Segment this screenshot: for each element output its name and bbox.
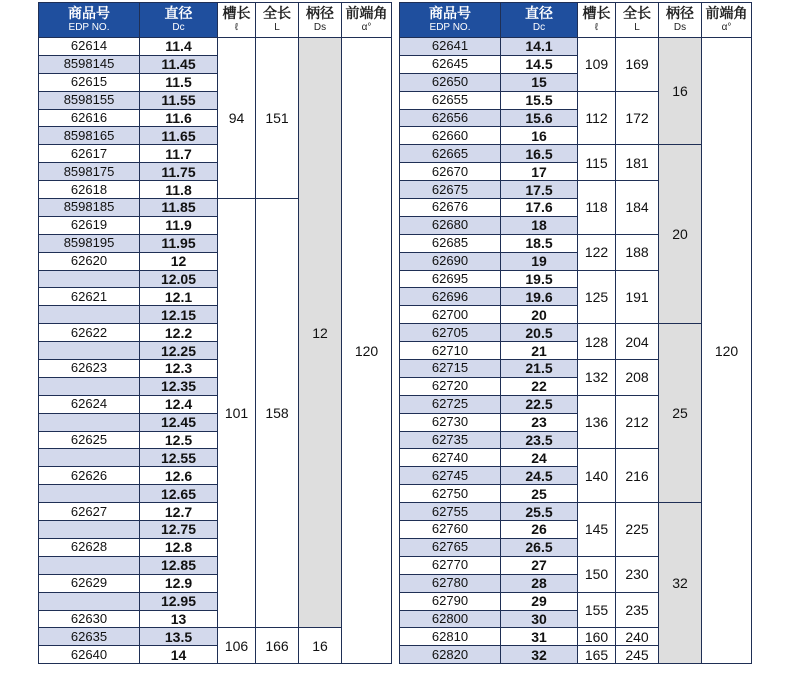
diameter-cell: 19.5 [501, 270, 578, 288]
flute-length-cell: 118 [578, 181, 616, 235]
diameter-cell: 12.05 [140, 270, 218, 288]
diameter-cell: 26.5 [501, 538, 578, 556]
table-row [39, 38, 392, 56]
edp-cell: 62810 [400, 628, 501, 646]
edp-cell: 62790 [400, 592, 501, 610]
edp-cell: 62623 [39, 360, 140, 378]
edp-cell: 62680 [400, 216, 501, 234]
diameter-cell: 12.6 [140, 467, 218, 485]
edp-cell: 62740 [400, 449, 501, 467]
overall-length-cell: 204 [616, 324, 659, 360]
point-angle-cell: 120 [342, 38, 392, 664]
edp-cell [39, 521, 140, 539]
edp-cell: 8598195 [39, 234, 140, 252]
diameter-cell: 11.9 [140, 216, 218, 234]
point-angle-header: 前端角 α° [342, 3, 392, 38]
diameter-cell: 18 [501, 216, 578, 234]
flute-length-cell: 145 [578, 503, 616, 557]
diameter-cell: 12.3 [140, 360, 218, 378]
shank-diameter-cell: 16 [659, 38, 702, 145]
diameter-cell: 12 [140, 252, 218, 270]
edp-cell: 62628 [39, 538, 140, 556]
edp-cell: 62622 [39, 324, 140, 342]
flute-length-cell: 140 [578, 449, 616, 503]
edp-cell: 62665 [400, 145, 501, 163]
edp-cell: 62800 [400, 610, 501, 628]
diameter-cell: 30 [501, 610, 578, 628]
edp-cell: 62685 [400, 234, 501, 252]
point-angle-cell: 120 [702, 38, 752, 664]
overall-length-cell: 225 [616, 503, 659, 557]
edp-cell: 62696 [400, 288, 501, 306]
flute-length-cell: 109 [578, 38, 616, 92]
diameter-header: 直径 Dc [140, 3, 218, 38]
diameter-cell: 32 [501, 646, 578, 664]
diameter-cell: 12.15 [140, 306, 218, 324]
diameter-cell: 17.5 [501, 181, 578, 199]
diameter-cell: 25.5 [501, 503, 578, 521]
shank-diameter-cell: 25 [659, 324, 702, 503]
edp-cell: 62735 [400, 431, 501, 449]
edp-cell: 62705 [400, 324, 501, 342]
edp-cell [39, 413, 140, 431]
edp-cell: 62640 [39, 646, 140, 664]
diameter-header: 直径 Dc [501, 3, 578, 38]
header-row [39, 3, 392, 38]
table-row [39, 628, 392, 646]
edp-cell: 62695 [400, 270, 501, 288]
edp-cell: 62660 [400, 127, 501, 145]
flute-length-cell: 150 [578, 556, 616, 592]
diameter-cell: 11.6 [140, 109, 218, 127]
overall-length-cell: 212 [616, 395, 659, 449]
diameter-cell: 13 [140, 610, 218, 628]
overall-length-cell: 151 [256, 38, 299, 199]
table-row [400, 145, 752, 163]
diameter-cell: 11.65 [140, 127, 218, 145]
diameter-cell: 12.75 [140, 521, 218, 539]
edp-cell: 62730 [400, 413, 501, 431]
overall-length-cell: 181 [616, 145, 659, 181]
flute-length-cell: 155 [578, 592, 616, 628]
diameter-cell: 23 [501, 413, 578, 431]
diameter-cell: 12.5 [140, 431, 218, 449]
edp-cell: 8598185 [39, 199, 140, 217]
overall-length-cell: 245 [616, 646, 659, 664]
edp-cell: 62620 [39, 252, 140, 270]
edp-cell: 62745 [400, 467, 501, 485]
edp-cell: 62630 [39, 610, 140, 628]
edp-cell: 62700 [400, 306, 501, 324]
edp-cell: 62635 [39, 628, 140, 646]
diameter-cell: 12.1 [140, 288, 218, 306]
shank-diameter-cell: 20 [659, 145, 702, 324]
edp-cell [39, 485, 140, 503]
flute-length-cell: 125 [578, 270, 616, 324]
diameter-cell: 11.45 [140, 55, 218, 73]
edp-cell: 62624 [39, 395, 140, 413]
edp-cell: 62720 [400, 377, 501, 395]
diameter-cell: 11.85 [140, 199, 218, 217]
flute-length-cell: 106 [218, 628, 256, 664]
flute-length-cell: 165 [578, 646, 616, 664]
edp-cell: 62725 [400, 395, 501, 413]
edp-cell: 62616 [39, 109, 140, 127]
diameter-cell: 23.5 [501, 431, 578, 449]
diameter-cell: 14 [140, 646, 218, 664]
diameter-cell: 12.25 [140, 342, 218, 360]
edp-cell: 62656 [400, 109, 501, 127]
edp-cell: 62650 [400, 73, 501, 91]
edp-cell: 62619 [39, 216, 140, 234]
diameter-cell: 14.1 [501, 38, 578, 56]
diameter-cell: 17 [501, 163, 578, 181]
edp-cell: 62645 [400, 55, 501, 73]
diameter-cell: 12.2 [140, 324, 218, 342]
flute-length-cell: 115 [578, 145, 616, 181]
overall-length-cell: 191 [616, 270, 659, 324]
overall-length-cell: 172 [616, 91, 659, 145]
edp-cell: 62710 [400, 342, 501, 360]
diameter-cell: 22 [501, 377, 578, 395]
diameter-cell: 20.5 [501, 324, 578, 342]
diameter-cell: 27 [501, 556, 578, 574]
edp-header: 商品号 EDP NO. [39, 3, 140, 38]
diameter-cell: 11.7 [140, 145, 218, 163]
diameter-cell: 24 [501, 449, 578, 467]
edp-cell: 62750 [400, 485, 501, 503]
edp-cell [39, 306, 140, 324]
header-row [400, 3, 752, 38]
diameter-cell: 12.65 [140, 485, 218, 503]
diameter-cell: 15.5 [501, 91, 578, 109]
flute-length-cell: 160 [578, 628, 616, 646]
diameter-cell: 12.55 [140, 449, 218, 467]
shank-diameter-cell: 16 [299, 628, 342, 664]
overall-length-header: 全长 L [616, 3, 659, 38]
edp-cell: 8598155 [39, 91, 140, 109]
overall-length-cell: 169 [616, 38, 659, 92]
overall-length-header: 全长 L [256, 3, 299, 38]
diameter-cell: 14.5 [501, 55, 578, 73]
diameter-cell: 25 [501, 485, 578, 503]
edp-cell: 8598175 [39, 163, 140, 181]
diameter-cell: 12.9 [140, 574, 218, 592]
point-angle-header: 前端角 α° [702, 3, 752, 38]
overall-length-cell: 230 [616, 556, 659, 592]
diameter-cell: 28 [501, 574, 578, 592]
shank-diameter-cell: 32 [659, 503, 702, 664]
edp-cell [39, 270, 140, 288]
edp-cell [39, 342, 140, 360]
edp-cell: 62615 [39, 73, 140, 91]
edp-cell: 62780 [400, 574, 501, 592]
flute-length-cell: 128 [578, 324, 616, 360]
diameter-cell: 12.8 [140, 538, 218, 556]
diameter-cell: 12.95 [140, 592, 218, 610]
edp-cell [39, 556, 140, 574]
diameter-cell: 19 [501, 252, 578, 270]
diameter-cell: 11.55 [140, 91, 218, 109]
overall-length-cell: 184 [616, 181, 659, 235]
flute-length-cell: 101 [218, 199, 256, 628]
edp-cell: 62670 [400, 163, 501, 181]
edp-cell: 62715 [400, 360, 501, 378]
overall-length-cell: 208 [616, 360, 659, 396]
overall-length-cell: 188 [616, 234, 659, 270]
diameter-cell: 12.7 [140, 503, 218, 521]
diameter-cell: 16.5 [501, 145, 578, 163]
flute-length-cell: 122 [578, 234, 616, 270]
diameter-cell: 29 [501, 592, 578, 610]
flute-length-header: 槽长 ℓ [218, 3, 256, 38]
edp-cell: 62760 [400, 521, 501, 539]
diameter-cell: 21.5 [501, 360, 578, 378]
table-row [400, 324, 752, 342]
edp-cell: 62655 [400, 91, 501, 109]
diameter-cell: 13.5 [140, 628, 218, 646]
table-row [400, 503, 752, 521]
diameter-cell: 15 [501, 73, 578, 91]
right-spec-table [399, 2, 752, 664]
edp-cell [39, 592, 140, 610]
overall-length-cell: 166 [256, 628, 299, 664]
diameter-cell: 12.45 [140, 413, 218, 431]
edp-cell: 62675 [400, 181, 501, 199]
edp-cell: 62614 [39, 38, 140, 56]
edp-cell: 62629 [39, 574, 140, 592]
edp-cell: 62765 [400, 538, 501, 556]
overall-length-cell: 216 [616, 449, 659, 503]
diameter-cell: 11.95 [140, 234, 218, 252]
shank-diameter-header: 柄径 Ds [659, 3, 702, 38]
diameter-cell: 22.5 [501, 395, 578, 413]
edp-cell: 62617 [39, 145, 140, 163]
edp-cell: 62820 [400, 646, 501, 664]
diameter-cell: 26 [501, 521, 578, 539]
flute-length-cell: 136 [578, 395, 616, 449]
edp-cell: 8598165 [39, 127, 140, 145]
diameter-cell: 20 [501, 306, 578, 324]
diameter-cell: 16 [501, 127, 578, 145]
edp-cell [39, 449, 140, 467]
edp-header: 商品号 EDP NO. [400, 3, 501, 38]
edp-cell [39, 377, 140, 395]
edp-cell: 62690 [400, 252, 501, 270]
edp-cell: 8598145 [39, 55, 140, 73]
edp-cell: 62625 [39, 431, 140, 449]
diameter-cell: 19.6 [501, 288, 578, 306]
shank-diameter-header: 柄径 Ds [299, 3, 342, 38]
edp-cell: 62755 [400, 503, 501, 521]
diameter-cell: 12.85 [140, 556, 218, 574]
flute-length-cell: 112 [578, 91, 616, 145]
diameter-cell: 12.4 [140, 395, 218, 413]
diameter-cell: 15.6 [501, 109, 578, 127]
diameter-cell: 11.4 [140, 38, 218, 56]
diameter-cell: 18.5 [501, 234, 578, 252]
table-row [400, 38, 752, 56]
overall-length-cell: 240 [616, 628, 659, 646]
flute-length-cell: 94 [218, 38, 256, 199]
diameter-cell: 11.5 [140, 73, 218, 91]
edp-cell: 62676 [400, 199, 501, 217]
diameter-cell: 17.6 [501, 199, 578, 217]
left-spec-table [38, 2, 392, 664]
edp-cell: 62641 [400, 38, 501, 56]
edp-cell: 62627 [39, 503, 140, 521]
diameter-cell: 11.8 [140, 181, 218, 199]
diameter-cell: 24.5 [501, 467, 578, 485]
diameter-cell: 11.75 [140, 163, 218, 181]
shank-diameter-cell: 12 [299, 38, 342, 628]
diameter-cell: 12.35 [140, 377, 218, 395]
overall-length-cell: 235 [616, 592, 659, 628]
flute-length-header: 槽长 ℓ [578, 3, 616, 38]
edp-cell: 62626 [39, 467, 140, 485]
edp-cell: 62618 [39, 181, 140, 199]
edp-cell: 62770 [400, 556, 501, 574]
flute-length-cell: 132 [578, 360, 616, 396]
diameter-cell: 21 [501, 342, 578, 360]
diameter-cell: 31 [501, 628, 578, 646]
overall-length-cell: 158 [256, 199, 299, 628]
edp-cell: 62621 [39, 288, 140, 306]
